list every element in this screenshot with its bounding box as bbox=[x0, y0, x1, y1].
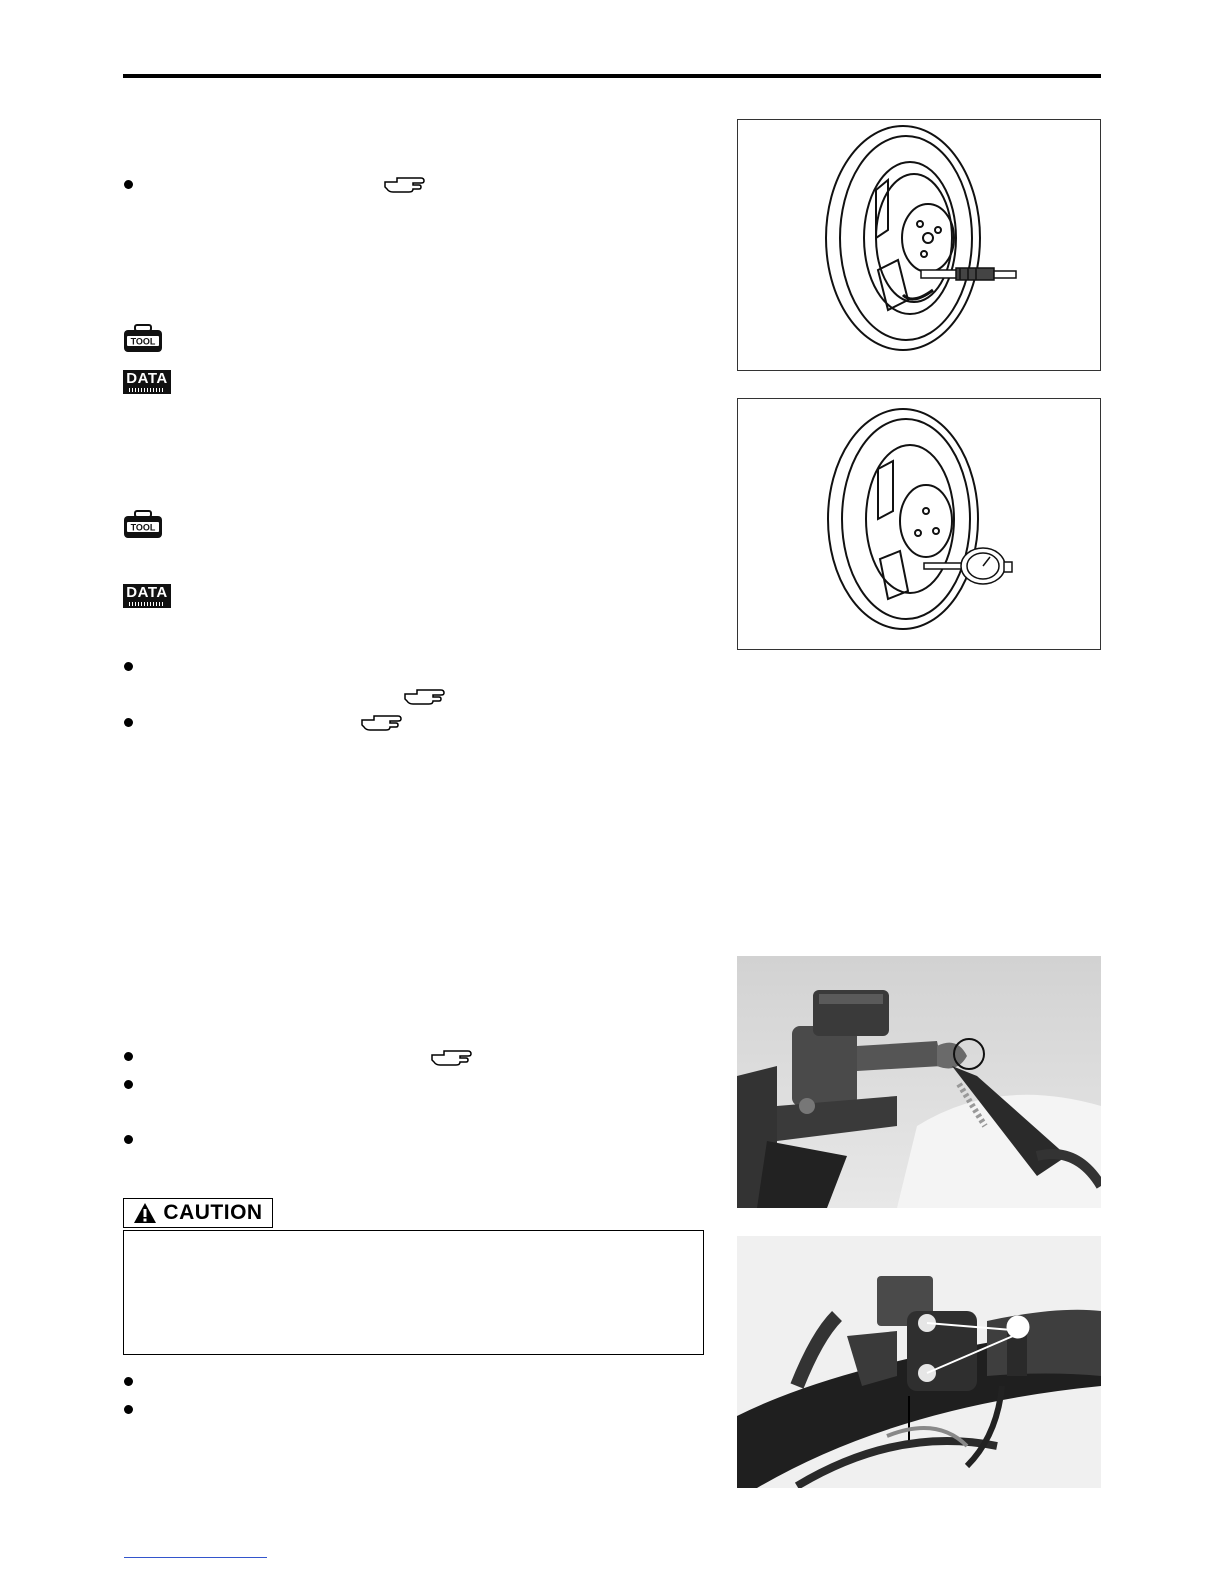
brake-master-cylinder-photo bbox=[737, 956, 1101, 1208]
figure-wheel-micrometer bbox=[737, 119, 1101, 371]
ruler-ticks bbox=[129, 602, 165, 606]
tool-icon-label: TOOL bbox=[130, 336, 156, 347]
caution-box bbox=[123, 1230, 704, 1355]
header-rule bbox=[123, 74, 1101, 78]
data-icon bbox=[123, 370, 171, 394]
reference-hand-icon[interactable] bbox=[430, 1047, 472, 1067]
bullet bbox=[124, 1405, 133, 1414]
bullet bbox=[124, 1052, 133, 1061]
footer-link-underline[interactable] bbox=[124, 1557, 267, 1558]
caution-label bbox=[123, 1198, 273, 1228]
photo-handlebar-bracket bbox=[737, 1236, 1101, 1488]
bullet bbox=[124, 1135, 133, 1144]
bullet bbox=[124, 180, 133, 189]
wheel-micrometer-illustration bbox=[738, 120, 1100, 370]
reference-hand-icon[interactable] bbox=[403, 686, 445, 706]
handlebar-bracket-photo bbox=[737, 1236, 1101, 1488]
photo-brake-master-cylinder bbox=[737, 956, 1101, 1208]
warning-triangle-icon bbox=[133, 1202, 157, 1224]
data-icon-label: DATA bbox=[126, 584, 168, 601]
figure-wheel-dial-gauge bbox=[737, 398, 1101, 650]
bullet bbox=[124, 1377, 133, 1386]
reference-hand-icon[interactable] bbox=[383, 174, 425, 194]
data-icon bbox=[123, 584, 171, 608]
tool-icon bbox=[123, 510, 163, 540]
tool-icon-label: TOOL bbox=[130, 522, 156, 533]
wheel-dial-gauge-illustration bbox=[738, 399, 1100, 649]
tool-icon bbox=[123, 324, 163, 354]
bullet bbox=[124, 1080, 133, 1089]
caution-title: CAUTION bbox=[163, 1201, 263, 1224]
data-icon-label: DATA bbox=[126, 370, 168, 387]
ruler-ticks bbox=[129, 388, 165, 392]
reference-hand-icon[interactable] bbox=[360, 712, 402, 732]
bullet bbox=[124, 718, 133, 727]
bullet bbox=[124, 662, 133, 671]
